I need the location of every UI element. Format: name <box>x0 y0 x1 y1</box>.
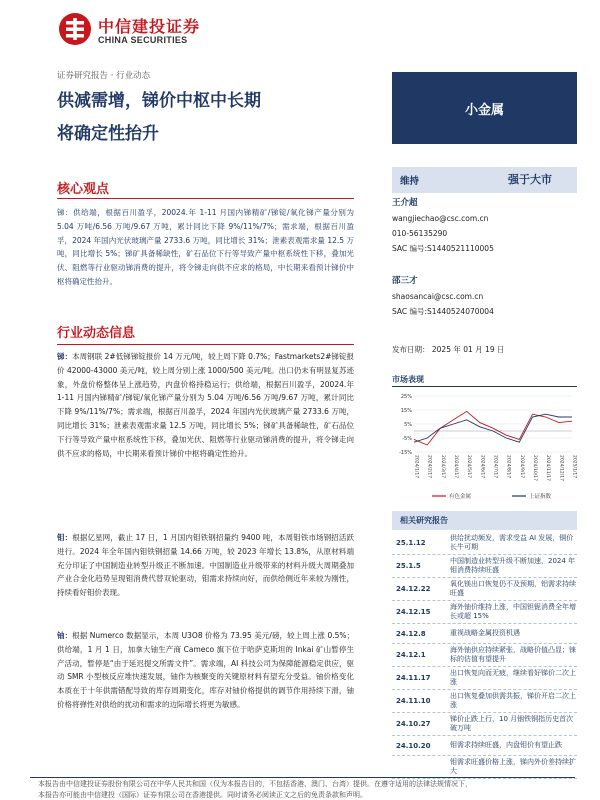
research-item[interactable] <box>392 756 577 779</box>
research-date: 25.1.5 <box>396 562 421 570</box>
footer-divider <box>30 777 575 778</box>
divider <box>392 386 577 387</box>
research-item[interactable] <box>392 736 577 756</box>
x-tick-label: 2025/1/17 <box>571 455 577 479</box>
industry-news-heading: 行业动态信息 <box>57 326 136 341</box>
divider <box>57 198 354 199</box>
research-title: 锑价止跌上行，10 月铟铁钢指历史首次破万吨 <box>450 715 574 732</box>
related-research-list <box>392 532 577 779</box>
research-date: 24.12.15 <box>396 608 431 616</box>
core-view-text: 锑：供给端，根据百川盈孚，20024.年 1-11 月国内锑精矿/锑锭/氧化锑产量分别为 5.04 万吨/6.56 万吨/9.67 万吨，累计同比下降 9%/11%/7%；需求端，根据百川盈孚，2024 年国内光伏玻璃产量 2733.6 万吨，同比增长 31%；泄素表观需求量 12.5 万吨，同比增长 5%；锑矿具备稀缺性，矿石品位下行等导致产量中枢系统性下移，叠加光伏、阻燃等行业驱动锑消费的提升，将令锑走向供不应求的格局，中长期来看预计锑价中枢将确定性抬升。 <box>57 208 354 286</box>
rating-action: 维持 <box>400 176 420 187</box>
research-title: 钼需求旺盛价格上涨，锑内外价差持续扩大 <box>450 758 576 775</box>
y-tick-label: 5% <box>404 422 412 428</box>
series-line <box>414 411 572 445</box>
divider <box>57 344 354 345</box>
x-tick-label: 2024/3/17 <box>439 455 445 479</box>
x-tick-label: 2024/9/17 <box>518 455 524 479</box>
analyst-name: 邵三才 <box>392 276 418 286</box>
research-date: 24.12.22 <box>396 585 431 593</box>
y-tick-label: -5% <box>402 436 412 442</box>
research-item[interactable] <box>392 713 577 736</box>
y-tick-label: -15% <box>399 450 412 456</box>
x-tick-label: 2024/2/17 <box>426 455 432 479</box>
x-tick-label: 2024/10/17 <box>532 455 537 481</box>
company-logo-icon <box>58 12 92 46</box>
disclaimer-line: 本报告亦可能由中信建投（国际）证券有限公司在香港提供。同时请务必阅读正文之后的免责条款和声明。 <box>38 791 367 799</box>
legend-label: 上证指数 <box>529 494 552 500</box>
company-name-en: CHINA SECURITIES <box>98 35 188 45</box>
research-title: 海外铀价维持上涨，中国钽铌消费全年增长或超 15% <box>450 603 576 620</box>
research-title: 重视战略金属投资机遇 <box>450 629 520 637</box>
paragraph-lead: 铀： <box>57 631 73 640</box>
antimony-paragraph <box>57 350 354 460</box>
analyst-sac: SAC 编号:S1440521110005 <box>392 244 494 253</box>
analyst-phone: 010-56135290 <box>392 229 448 238</box>
publish-date: 发布日期： 2025 年 01 月 19 日 <box>392 345 505 354</box>
related-research-title: 相关研究报告 <box>400 516 448 525</box>
analyst-email[interactable]: shaosancai@csc.com.cn <box>392 292 484 301</box>
research-title: 供给扰动频发，需求受益 AI 发展，铜价长牛可期 <box>450 534 574 551</box>
uranium-paragraph <box>57 629 354 712</box>
research-item[interactable] <box>392 601 577 624</box>
disclaimer-line: 本报告由中信建投证券股份有限公司在中华人民共和国（仅为本报告目的，不包括香港、澳门、台湾）提供。在遵守适用的法律法规情况下， <box>38 780 472 788</box>
research-date: 24.10.27 <box>396 720 431 728</box>
analyst-card <box>392 196 494 256</box>
x-tick-label: 2024/12/17 <box>558 455 564 481</box>
analyst-email[interactable]: wangjiechao@csc.com.cn <box>392 214 489 223</box>
research-item[interactable] <box>392 667 577 690</box>
company-name-cn: 中信建投证券 <box>98 17 201 36</box>
research-date: 24.10.20 <box>396 741 431 750</box>
research-date: 24.12.8 <box>396 629 426 638</box>
paragraph-body: 本周钢联 2#低锑锑锭报价 14 万元/吨，较上周下降 0.7%；Fastmarkets2#锑锭报价 42000-43000 美元/吨，较上周分别上涨 1000/500 美元/吨。出口仍未有明显复苏迹象，外盘价格整体呈上涨趋势，内盘价格持稳运行；供给端，根据百川盈孚，20024.年 1-11 月国内锑精矿/锑锭/氧化锑产量分别为 5.04 万吨/6.56 万吨/9.67 万吨，累计同比下降 9%/11%/7%；需求端，根据百川盈孚，2024 年国内光伏玻璃产量 2733.6 万吨，同比增长 31%；泄素表观需求量 12.5 万吨，同比增长 5%；锑矿具备稀缺性，矿石品位下行等导致产量中枢系统性下移，叠加光伏、阻燃等行业驱动锑消费的提升，将令锑走向供不应求的格局，中长期来看预计锑价中枢将确定性抬升。 <box>57 352 354 458</box>
paragraph-body: 根据亿星网，截止 17 日，1 月国内钼铁钢招量约 9400 吨，本周钼铁市场钢招活跃进行。2024 年全年国内钼铁钢招量 14.66 万吨，较 2023 年增长 13.8%，从原材料端充分印证了中国制造业转型升级正不断加速。中国制造业升级带来的材料升级大周期叠加产业合金化趋势呈现钼消费代替双轮驱动，钼需求持续向好，而供给侧近年来较为刚性，持续看好钼价表现。 <box>57 533 355 598</box>
paragraph-body: 根据 Numerco 数据显示，本周 U3O8 价格为 73.95 美元/磅，较上周上涨 0.5%；供给端，1 月 1 日，加拿大铀生产商 Cameco 旗下位于哈萨克斯坦的 Inkai 矿山暂停生产活动，暂停是“由于延迟提交所需文件”。需求端，AI 科技公司为保障能源稳定供应，驱动 SMR 小型核反应堆快速发展，铀作为核聚变的关键原材料有望充分受益。铀价格变化本质在于十年供需错配导致的库存周期变化，库存对铀价格提供的调节作用持续下滑，铀价格将弹性对供给的扰动和需求的边际增长将更为敏感。 <box>57 631 354 709</box>
research-item[interactable] <box>392 690 577 713</box>
y-tick-label: 15% <box>400 408 412 414</box>
research-date: 25.1.12 <box>396 539 426 547</box>
report-title-line1: 供减需增，锑价中枢中长期 <box>57 91 261 111</box>
research-title: 钼需求持续旺盛，内盘钼价有望止跌 <box>450 741 562 749</box>
paragraph-lead: 锑： <box>57 352 73 361</box>
molybdenum-paragraph <box>57 531 354 600</box>
legend-label: 有色金属 <box>449 494 472 500</box>
market-performance-chart <box>392 390 577 505</box>
rating-value: 强于大市 <box>508 173 552 186</box>
x-tick-label: 2024/5/17 <box>466 455 472 479</box>
market-performance-title: 市场表现 <box>392 375 424 384</box>
research-item[interactable] <box>392 624 577 644</box>
x-tick-label: 2024/4/17 <box>453 455 458 479</box>
x-tick-label: 2024/6/17 <box>479 455 485 479</box>
x-tick-label: 2024/11/17 <box>545 455 551 481</box>
research-date: 24.11.10 <box>396 697 431 705</box>
core-view-heading: 核心观点 <box>57 182 110 197</box>
sector-badge: 小金属 <box>392 72 577 144</box>
analyst-name: 王介超 <box>392 198 418 208</box>
y-tick-label: 25% <box>400 394 412 400</box>
research-item[interactable] <box>392 578 577 601</box>
analyst-card <box>392 274 494 319</box>
research-date: 24.11.17 <box>396 674 431 682</box>
research-title: 出口恢复向而无疲，继续看好锑价二次上涨 <box>450 669 576 686</box>
research-item[interactable] <box>392 555 577 578</box>
footer-disclaimer <box>38 779 578 800</box>
research-title: 出口恢复叠加供需共振，锑价开启二次上涨 <box>450 692 576 709</box>
report-type: 证券研究报告 · 行业动态 <box>57 71 151 81</box>
research-title: 中国制造业转型升级不断加速，2024 年钼消费持续旺盛 <box>450 557 576 574</box>
report-title-line2: 将确定性抬升 <box>57 124 159 144</box>
x-tick-label: 2024/7/17 <box>492 455 498 479</box>
research-title: 海外铀供应持续紧张，战略价值凸显；铼标的估值有望提升 <box>450 646 576 663</box>
paragraph-lead: 钼： <box>57 533 73 542</box>
research-item[interactable] <box>392 644 577 667</box>
x-tick-label: 2024/8/17 <box>505 455 511 479</box>
x-tick-label: 2024/1/17 <box>413 455 419 479</box>
analyst-sac: SAC 编号:S1440524070004 <box>392 307 494 316</box>
research-item[interactable] <box>392 532 577 555</box>
research-date: 24.12.1 <box>396 651 426 659</box>
research-title: 氧化镁出口恢复仍不及预期，铝需求持续旺盛 <box>450 580 576 597</box>
